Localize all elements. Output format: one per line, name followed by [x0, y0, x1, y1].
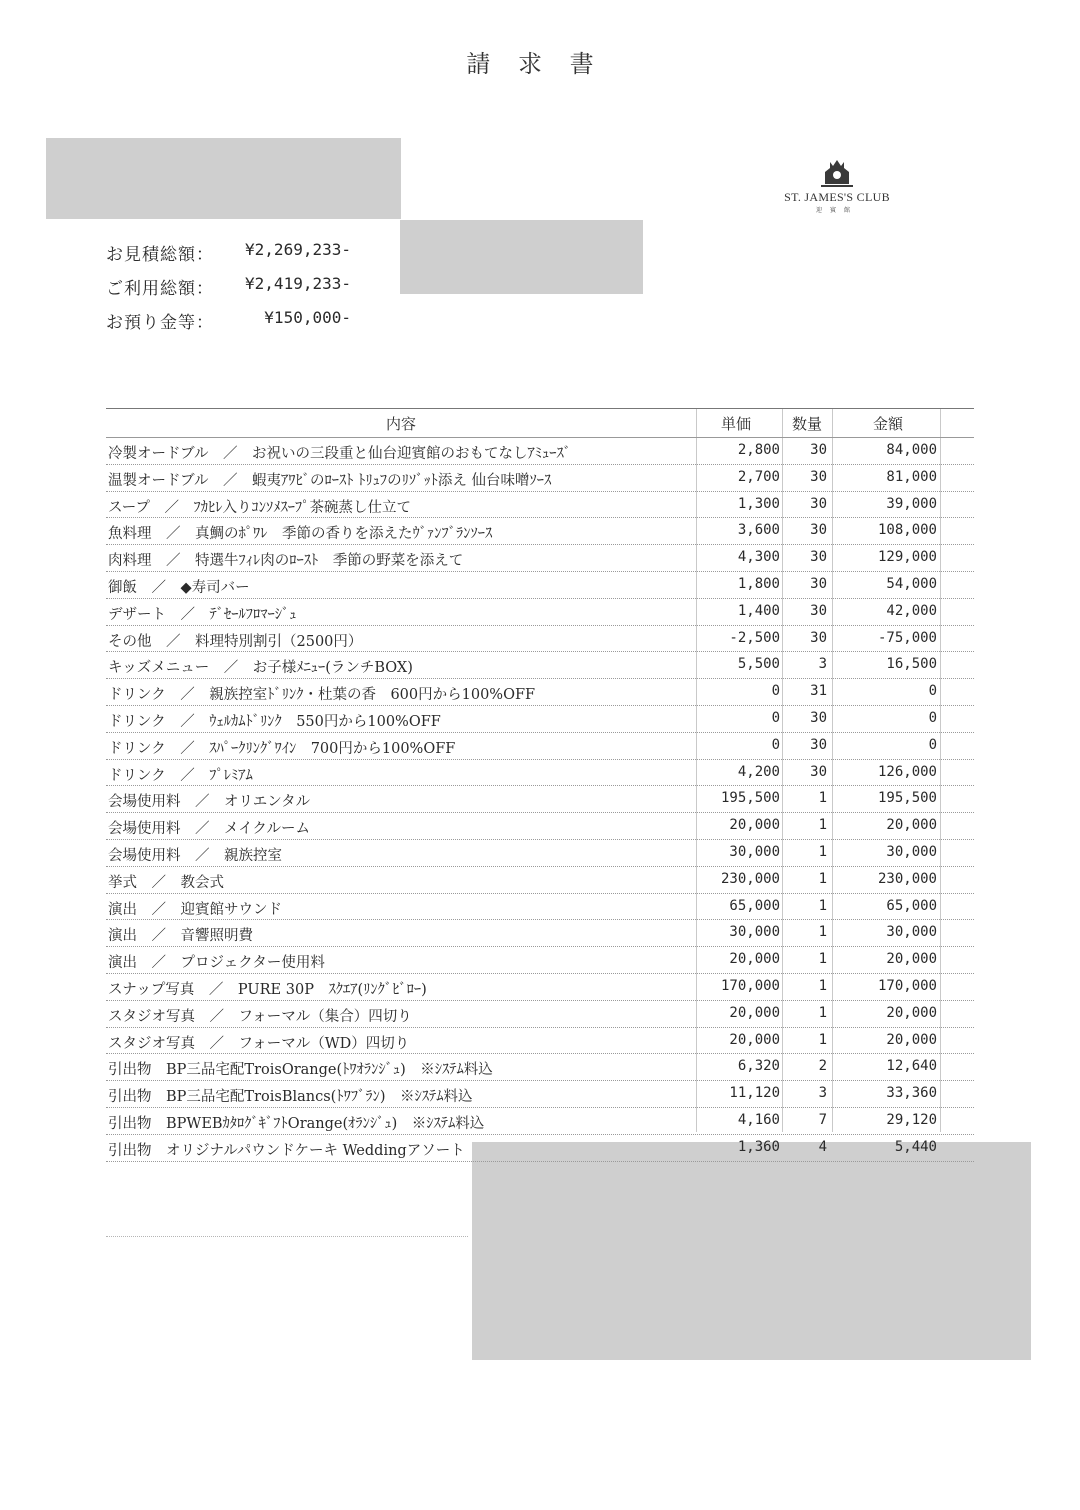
row-amount: 42,000	[886, 602, 937, 619]
row-quantity: 3	[818, 656, 827, 673]
row-unit-price: 2,800	[737, 442, 780, 458]
header-quantity: 数量	[791, 415, 822, 433]
table-row	[106, 572, 974, 599]
row-quantity: 1	[818, 870, 827, 887]
divider	[106, 1236, 468, 1237]
row-description: 引出物 BP三品宅配TroisBlancs(ﾄﾜﾌﾞﾗﾝ) ※ｼｽﾃﾑ料込	[108, 1089, 473, 1106]
row-amount: 20,000	[886, 951, 937, 968]
row-unit-price: 65,000	[729, 897, 780, 914]
row-amount: 65,000	[886, 897, 937, 914]
table-row	[106, 1108, 974, 1135]
row-unit-price: 2,700	[737, 468, 780, 485]
row-description: 魚料理 ／ 真鯛のﾎﾟﾜﾚ 季節の香りを添えたｳﾞｧﾝﾌﾞﾗﾝｿｰｽ	[108, 526, 493, 543]
row-quantity: 30	[810, 495, 827, 512]
table-row	[106, 813, 974, 840]
row-quantity: 30	[810, 709, 827, 726]
table-row	[106, 438, 974, 465]
row-description: 会場使用料 ／ オリエンタル	[108, 794, 311, 811]
row-amount: 20,000	[886, 1004, 937, 1021]
row-description: 挙式 ／ 教会式	[108, 874, 224, 891]
row-description: 演出 ／ プロジェクター使用料	[108, 955, 325, 972]
row-quantity: 30	[810, 629, 827, 646]
row-unit-price: 4,300	[737, 549, 780, 566]
table-row	[106, 545, 974, 572]
row-description: ドリンク ／ ｽﾊﾟｰｸﾘﾝｸﾞﾜｲﾝ 700円から100%OFF	[108, 740, 456, 757]
row-description: 演出 ／ 音響照明費	[108, 928, 253, 945]
row-unit-price: 0	[771, 736, 780, 753]
row-description: 温製オードブル ／ 蝦夷ｱﾜﾋﾞのﾛｰｽﾄ ﾄﾘｭﾌのﾘｿﾞｯﾄ添え 仙台味噌ｿｰｽ	[108, 472, 552, 489]
invoice-table	[106, 408, 974, 1162]
row-amount: 81,000	[886, 468, 937, 485]
row-amount: -75,000	[877, 629, 937, 646]
row-quantity: 30	[810, 736, 827, 753]
row-amount: 170,000	[877, 977, 937, 994]
row-description: 会場使用料 ／ 親族控室	[108, 847, 282, 864]
row-unit-price: 0	[771, 683, 780, 700]
row-amount: 33,360	[886, 1085, 937, 1102]
table-row	[106, 840, 974, 867]
row-quantity: 7	[818, 1111, 827, 1128]
row-unit-price: 20,000	[729, 1031, 780, 1048]
header-description: 内容	[385, 415, 416, 433]
row-quantity: 30	[810, 442, 827, 458]
total-label: お預り金等：	[106, 313, 214, 333]
header-amount: 金額	[872, 415, 903, 433]
table-row	[106, 706, 974, 733]
table-row	[106, 626, 974, 653]
row-unit-price: 20,000	[729, 817, 780, 834]
row-description: スタジオ写真 ／ フォーマル（WD）四切り	[108, 1035, 410, 1052]
row-quantity: 1	[818, 951, 827, 968]
row-unit-price: 230,000	[720, 870, 780, 887]
row-quantity: 30	[810, 468, 827, 485]
table-row	[106, 733, 974, 760]
row-description: 御飯 ／ ◆寿司バー	[108, 579, 250, 596]
table-row	[106, 1135, 974, 1162]
row-quantity: 30	[810, 549, 827, 566]
row-description: ドリンク ／ ｳｪﾙｶﾑﾄﾞﾘﾝｸ 550円から100%OFF	[108, 713, 441, 730]
row-amount: 5,440	[894, 1138, 937, 1155]
row-unit-price: -2,500	[729, 629, 780, 646]
row-quantity: 1	[818, 1031, 827, 1048]
table-row	[106, 1081, 974, 1108]
row-amount: 12,640	[886, 1058, 937, 1075]
row-description: 冷製オードブル ／ お祝いの三段重と仙台迎賓館のおもてなしｱﾐｭｰｽﾞ	[108, 446, 571, 462]
row-description: 引出物 オリジナルパウンドケーキ Weddingアソート	[108, 1142, 465, 1159]
total-row	[106, 274, 366, 308]
total-row	[106, 240, 366, 274]
table-row	[106, 867, 974, 894]
crest-icon	[817, 158, 857, 188]
table-row	[106, 1054, 974, 1081]
row-unit-price: 1,360	[737, 1138, 780, 1155]
total-row	[106, 308, 366, 342]
page-title: 請 求 書	[466, 50, 604, 78]
row-quantity: 1	[818, 817, 827, 834]
table-row	[106, 679, 974, 706]
table-row	[106, 974, 974, 1001]
row-quantity: 1	[818, 843, 827, 860]
row-description: 引出物 BPWEBｶﾀﾛｸﾞｷﾞﾌﾄOrange(ｵﾗﾝｼﾞｭ) ※ｼｽﾃﾑ料込	[108, 1115, 485, 1132]
row-quantity: 1	[818, 924, 827, 941]
total-value: ¥2,419,233-	[245, 274, 351, 293]
row-quantity: 30	[810, 602, 827, 619]
row-amount: 230,000	[877, 870, 937, 887]
table-row	[106, 1028, 974, 1055]
redacted-block	[46, 138, 401, 219]
row-quantity: 30	[810, 763, 827, 780]
redacted-block	[400, 220, 643, 294]
row-unit-price: 11,120	[729, 1085, 780, 1102]
row-description: ドリンク ／ 親族控室ﾄﾞﾘﾝｸ・杜葉の香 600円から100%OFF	[108, 687, 536, 704]
row-unit-price: 20,000	[729, 1004, 780, 1021]
row-description: 肉料理 ／ 特選牛ﾌｨﾚ肉のﾛｰｽﾄ 季節の野菜を添えて	[108, 553, 464, 570]
row-description: スタジオ写真 ／ フォーマル（集合）四切り	[108, 1008, 412, 1025]
row-amount: 195,500	[877, 790, 937, 807]
row-quantity: 1	[818, 790, 827, 807]
row-description: デザート ／ ﾃﾞｾｰﾙﾌﾛﾏｰｼﾞｭ	[108, 606, 297, 623]
row-quantity: 1	[818, 1004, 827, 1021]
row-description: キッズメニュー ／ お子様ﾒﾆｭｰ(ランチBOX)	[108, 660, 413, 677]
table-row	[106, 518, 974, 545]
header-unit-price: 単価	[720, 415, 751, 433]
row-description: ドリンク ／ ﾌﾟﾚﾐｱﾑ	[108, 767, 253, 784]
row-amount: 16,500	[886, 656, 937, 673]
row-amount: 29,120	[886, 1111, 937, 1128]
table-row	[106, 1001, 974, 1028]
row-description: スープ ／ ﾌｶﾋﾚ入りｺﾝｿﾒｽｰﾌﾟ茶碗蒸し仕立て	[108, 499, 412, 516]
row-amount: 20,000	[886, 1031, 937, 1048]
table-row	[106, 947, 974, 974]
row-amount: 0	[928, 683, 937, 700]
row-quantity: 4	[818, 1138, 827, 1155]
total-label: お見積総額：	[106, 245, 214, 265]
row-quantity: 1	[818, 977, 827, 994]
table-body	[106, 438, 974, 1162]
row-unit-price: 20,000	[729, 951, 780, 968]
club-logo	[778, 158, 896, 214]
row-unit-price: 170,000	[720, 977, 780, 994]
row-amount: 0	[928, 736, 937, 753]
row-amount: 129,000	[877, 549, 937, 566]
row-amount: 54,000	[886, 575, 937, 592]
row-unit-price: 6,320	[737, 1058, 780, 1075]
row-unit-price: 0	[771, 709, 780, 726]
logo-subtitle: 迎賓館	[815, 207, 858, 214]
row-description: 演出 ／ 迎賓館サウンド	[108, 901, 282, 918]
row-unit-price: 1,300	[737, 495, 780, 512]
row-unit-price: 30,000	[729, 843, 780, 860]
table-row	[106, 920, 974, 947]
table-row	[106, 465, 974, 492]
table-row	[106, 652, 974, 679]
row-amount: 108,000	[877, 522, 937, 539]
row-unit-price: 1,800	[737, 575, 780, 592]
table-row	[106, 492, 974, 519]
row-quantity: 30	[810, 522, 827, 539]
row-unit-price: 4,160	[737, 1111, 780, 1128]
row-description: 引出物 BP三品宅配TroisOrange(ﾄﾜｵﾗﾝｼﾞｭ) ※ｼｽﾃﾑ料込	[108, 1062, 493, 1079]
total-label: ご利用総額：	[106, 279, 214, 299]
row-amount: 39,000	[886, 495, 937, 512]
table-row	[106, 760, 974, 787]
row-quantity: 30	[810, 575, 827, 592]
row-unit-price: 195,500	[720, 790, 780, 807]
row-amount: 0	[928, 709, 937, 726]
row-quantity: 3	[818, 1085, 827, 1102]
row-unit-price: 3,600	[737, 522, 780, 539]
logo-name: ST. JAMES'S CLUB	[784, 190, 890, 204]
table-header	[106, 408, 974, 438]
totals-block	[106, 240, 366, 342]
row-description: その他 ／ 料理特別割引（2500円）	[108, 633, 363, 650]
row-description: 会場使用料 ／ メイクルーム	[108, 821, 310, 838]
row-unit-price: 4,200	[737, 763, 780, 780]
table-row	[106, 599, 974, 626]
table-row	[106, 894, 974, 921]
row-amount: 20,000	[886, 817, 937, 834]
table-row	[106, 786, 974, 813]
row-description: スナップ写真 ／ PURE 30P ｽｸｴｱ(ﾘﾝｸﾞﾋﾞﾛｰ)	[108, 981, 427, 998]
row-unit-price: 1,400	[737, 602, 780, 619]
row-unit-price: 5,500	[737, 656, 780, 673]
row-amount: 126,000	[877, 763, 937, 780]
row-unit-price: 30,000	[729, 924, 780, 941]
row-quantity: 1	[818, 897, 827, 914]
total-value: ¥150,000-	[264, 308, 351, 327]
row-quantity: 31	[810, 683, 827, 700]
row-amount: 30,000	[886, 924, 937, 941]
row-amount: 84,000	[886, 442, 937, 458]
total-value: ¥2,269,233-	[245, 240, 351, 259]
row-amount: 30,000	[886, 843, 937, 860]
redacted-block	[472, 1142, 1031, 1360]
row-quantity: 2	[818, 1058, 827, 1075]
